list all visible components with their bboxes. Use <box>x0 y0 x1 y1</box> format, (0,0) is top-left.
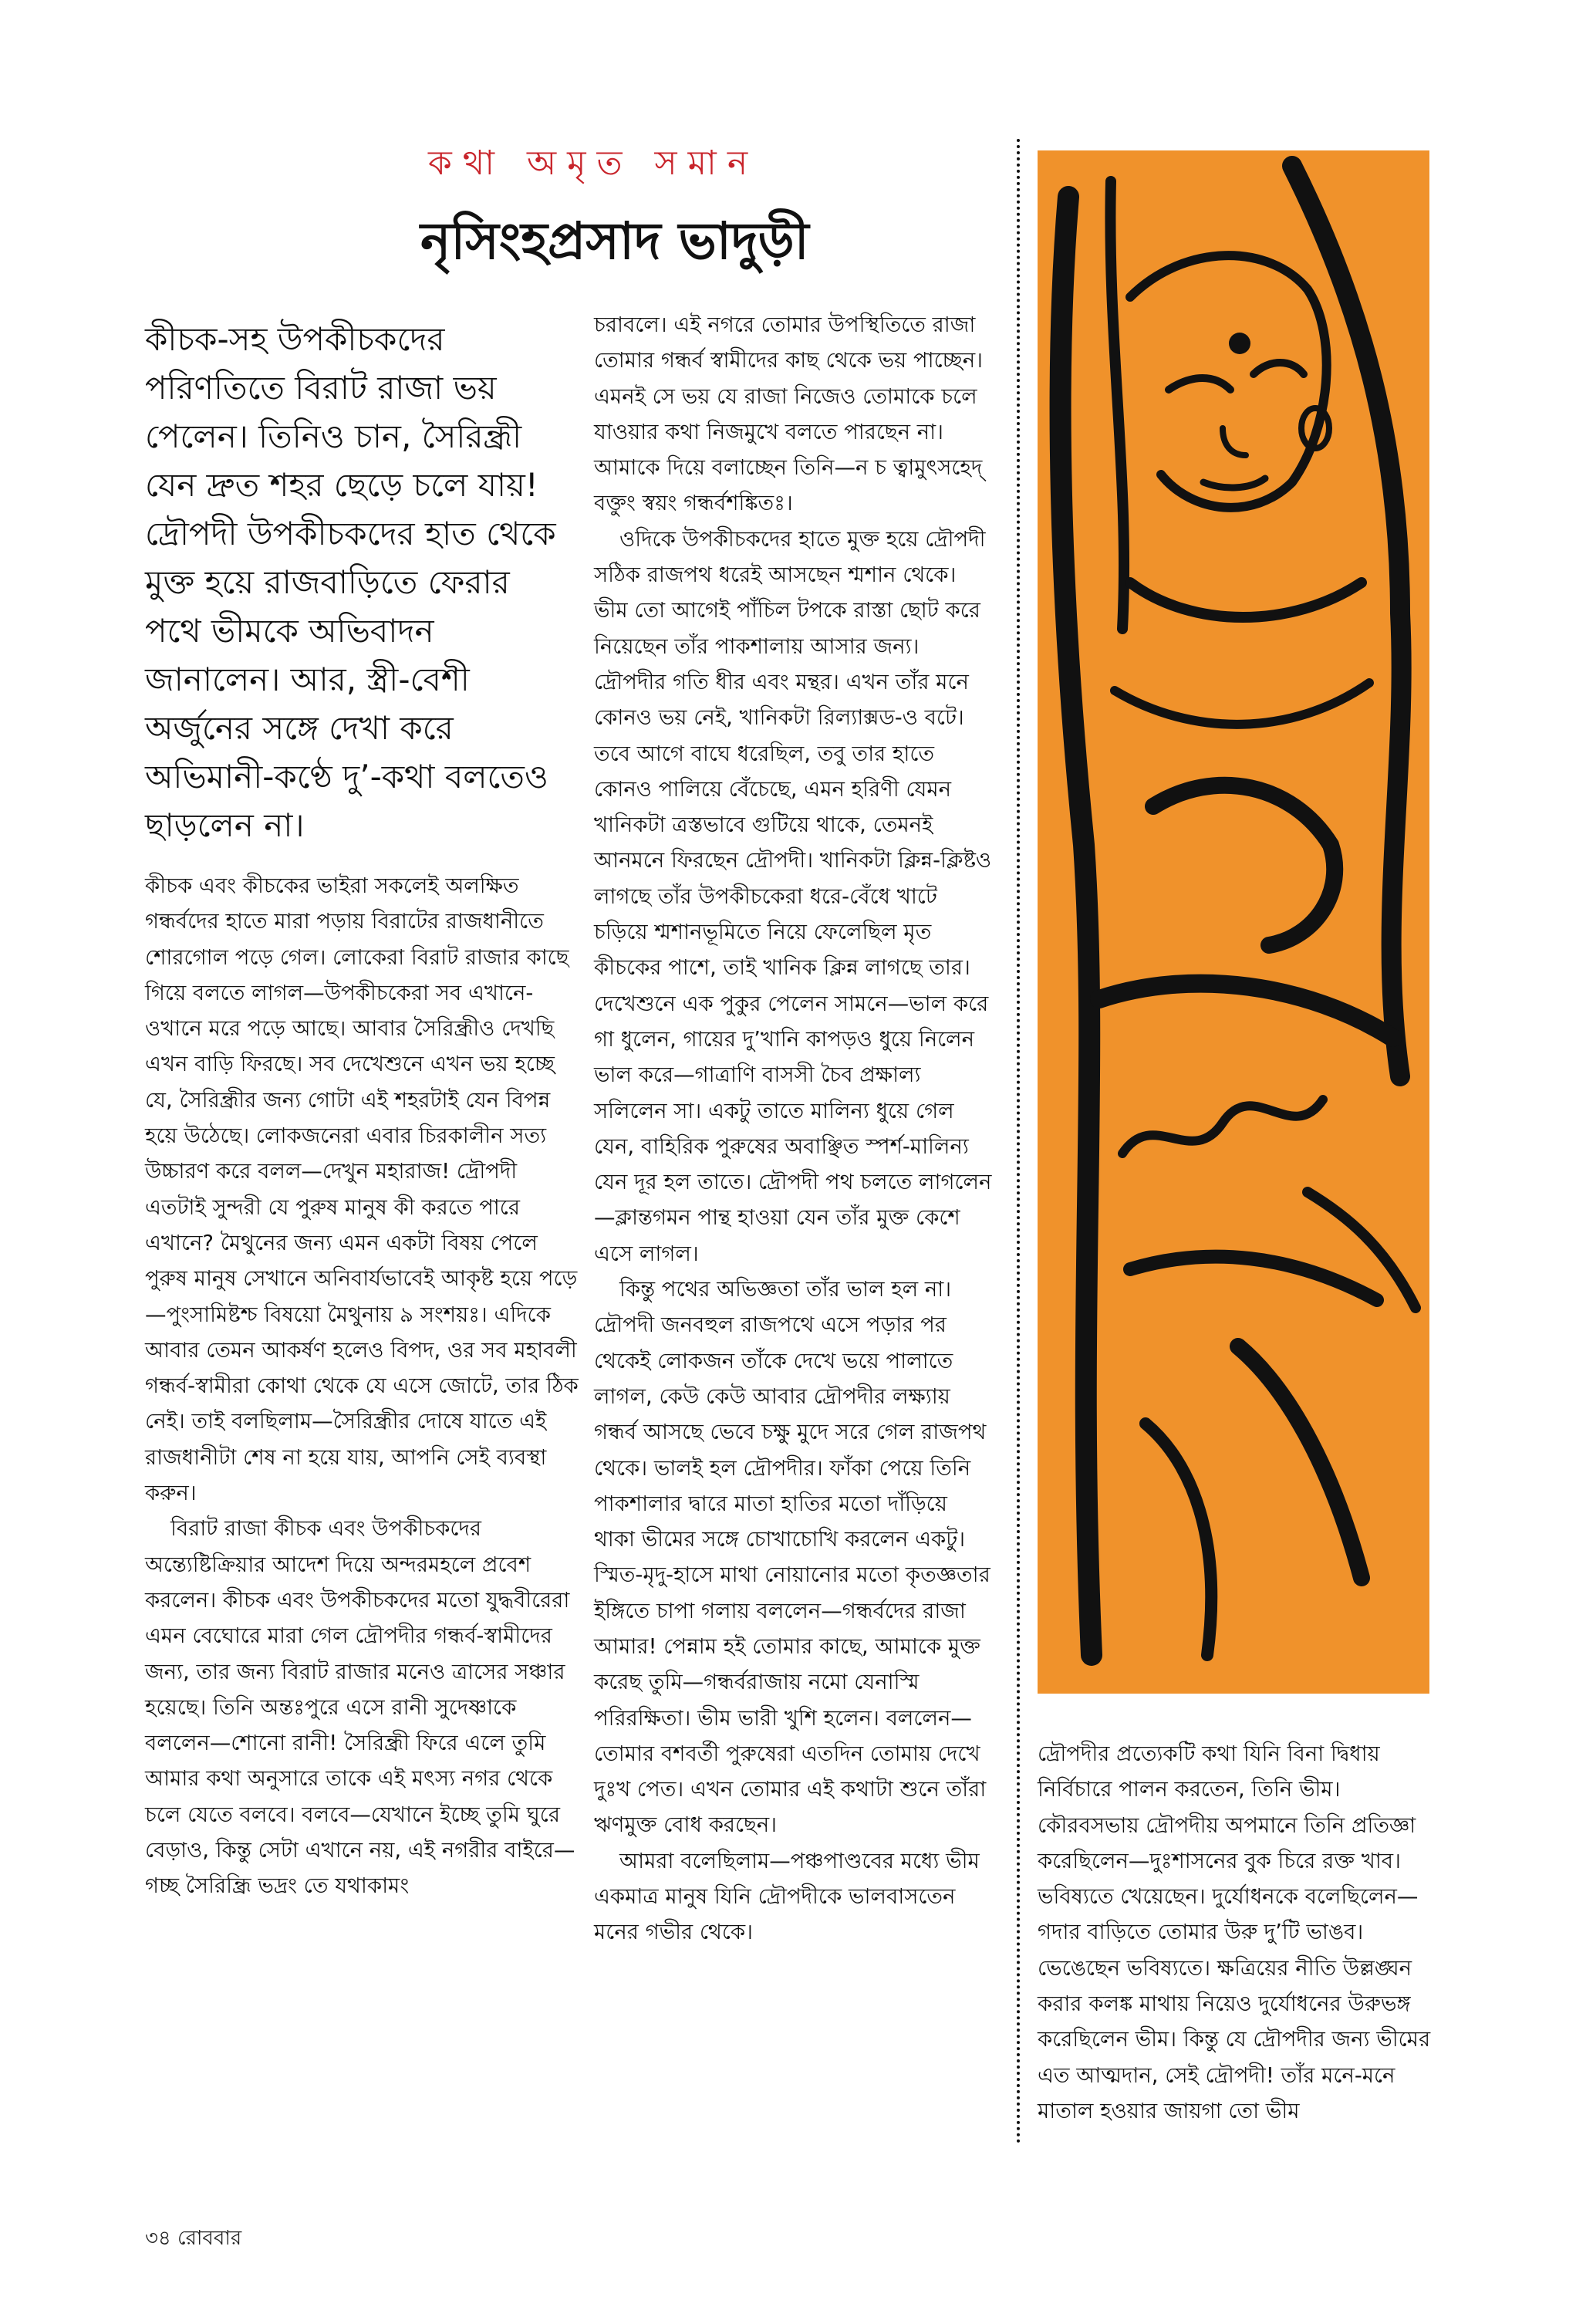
intro-standfirst: কীচক-সহ উপকীচকদের পরিণতিতে বিরাট রাজা ভয় পেলেন। তিনিও চান, সৈরিন্ধ্রী যেন দ্রুত শহর ছেড়ে চলে যায়! দ্রৌপদী উপকীচকদের হাত থেকে মুক্ত হয়ে রাজবাড়িতে ফেরার পথে ভীমকে অভিবাদন জানালেন। আর, স্ত্রী-বেশী অর্জুনের সঙ্গে দেখা করে অভিমানী-কণ্ঠে দু’-কথা বলতেও ছাড়লেন না। <box>145 320 556 844</box>
body-column-1 <box>145 868 583 1904</box>
paragraph: কিন্তু পথের অভিজ্ঞতা তাঁর ভাল হল না। দ্রৌপদী জনবহুল রাজপথে এসে পড়ার পর থেকেই লোকজন তাঁকে দেখে ভয়ে পালাতে লাগল, কেউ কেউ আবার দ্রৌপদীর লক্ষ্যায় গন্ধর্ব আসছে ভেবে চক্ষু মুদে সরে গেল রাজপথ থেকে। ভালই হল দ্রৌপদীর। ফাঁকা পেয়ে তিনি পাকশালার দ্বারে মাতা হাতির মতো দাঁড়িয়ে থাকা ভীমের সঙ্গে চোখাচোখি করলেন একটু। স্মিত-মৃদু-হাসে মাথা নোয়ানোর মতো কৃতজ্ঞতার ইঙ্গিতে চাপা গলায় বললেন—গন্ধর্বদের রাজা আমার! পেন্নাম হই তোমার কাছে, আমাকে মুক্ত করেছ তুমি—গন্ধর্বরাজায় নমো যেনাস্মি পরিরক্ষিতা। ভীম ভারী খুশি হলেন। বললেন—তোমার বশবর্তী পুরুষেরা এতদিন তোমায় দেখে দুঃখ পেত। এখন তোমার এই কথাটা শুনে তাঁরা ঋণমুক্ত বোধ করছেন। <box>594 1277 990 1838</box>
column-divider <box>1017 139 1020 2145</box>
series-title: কথা অমৃত সমান <box>428 144 759 183</box>
paragraph: বিরাট রাজা কীচক এবং উপকীচকদের অন্ত্যেষ্টিক্রিয়ার আদেশ দিয়ে অন্দরমহলে প্রবেশ করলেন। কীচক এবং উপকীচকদের মতো যুদ্ধবীরেরা এমন বেঘোরে মারা গেল দ্রৌপদীর গন্ধর্ব-স্বামীদের জন্য, তার জন্য বিরাট রাজার মনেও ত্রাসের সঞ্চার হয়েছে। তিনি অন্তঃপুরে এসে রানী সুদেষ্ণাকে বললেন—শোনো রানী! সৈরিন্ধ্রী ফিরে এলে তুমি আমার কথা অনুসারে তাকে এই মৎস্য নগর থেকে চলে যেতে বলবে। বলবে—যেখানে ইচ্ছে তুমি ঘুরে বেড়াও, কিন্তু সেটা এখানে নয়, এই নগরীর বাইরে—গচ্ছ সৈরিন্ধ্রি ভদ্রং তে যথাকামং <box>145 1516 575 1899</box>
page-number: ৩৪ <box>145 2227 171 2250</box>
paragraph: আমরা বলেছিলাম—পঞ্চপাণ্ডবের মধ্যে ভীম একমাত্র মানুষ যিনি দ্রৌপদীকে ভালবাসতেন মনের গভীর থেকে। <box>594 1848 980 1945</box>
body-column-2 <box>594 307 994 1951</box>
paragraph: চরাবলে। এই নগরে তোমার উপস্থিতিতে রাজা তোমার গন্ধর্ব স্বামীদের কাছ থেকে ভয় পাচ্ছেন। এমনই সে ভয় যে রাজা নিজেও তোমাকে চলে যাওয়ার কথা নিজমুখে বলতে পারছেন না। আমাকে দিয়ে বলাচ্ছেন তিনি—ন চ ত্বামুৎসহেদ্ বক্তুং স্বয়ং গন্ধর্বশঙ্কিতঃ। <box>594 312 983 516</box>
paragraph: কীচক এবং কীচকের ভাইরা সকলেই অলক্ষিত গন্ধর্বদের হাতে মারা পড়ায় বিরাটের রাজধানীতে শোরগোল পড়ে গেল। লোকেরা বিরাট রাজার কাছে গিয়ে বলতে লাগল—উপকীচকেরা সব এখানে-ওখানে মরে পড়ে আছে। আবার সৈরিন্ধ্রীও দেখছি এখন বাড়ি ফিরছে। সব দেখেশুনে এখন ভয় হচ্ছে যে, সৈরিন্ধ্রীর জন্য গোটা এই শহরটাই যেন বিপন্ন হয়ে উঠেছে। লোকজনেরা এবার চিরকালীন সত্য উচ্চারণ করে বলল—দেখুন মহারাজ! দ্রৌপদী এতটাই সুন্দরী যে পুরুষ মানুষ কী করতে পারে এখানে? মৈথুনের জন্য এমন একটা বিষয় পেলে পুরুষ মানুষ সেখানে অনিবার্যভাবেই আকৃষ্ট হয়ে পড়ে—পুংসামিষ্টশ্চ বিষয়ো মৈথুনায় ৯ সংশয়ঃ। এদিকে আবার তেমন আকর্ষণ হলেও বিপদ, ওর সব মহাবলী গন্ধর্ব-স্বামীরা কোথা থেকে যে এসে জোটে, তার ঠিক নেই। তাই বলছিলাম—সৈরিন্ধ্রীর দোষে যাতে এই রাজধানীটা শেষ না হয়ে যায়, আপনি সেই ব্যবস্থা করুন। <box>145 873 579 1506</box>
draupadi-illustration <box>1038 150 1429 1694</box>
page-footer <box>145 2222 241 2256</box>
author-name: নৃসিংহপ্রসাদ ভাদুড়ী <box>420 211 809 271</box>
paragraph: দ্রৌপদীর প্রত্যেকটি কথা যিনি বিনা দ্বিধায় নির্বিচারে পালন করতেন, তিনি ভীম। কৌরবসভায় দ্রৌপদীয় অপমানে তিনি প্রতিজ্ঞা করেছিলেন—দুঃশাসনের বুক চিরে রক্ত খাব। ভবিষ্যতে খেয়েছেন। দুর্যোধনকে বলেছিলেন—গদার বাড়িতে তোমার উরু দু’টি ভাঙব। ভেঙেছেন ভবিষ্যতে। ক্ষত্রিয়ের নীতি উল্লঙ্ঘন করার কলঙ্ক মাথায় নিয়েও দুর্যোধনের উরুভঙ্গ করেছিলেন ভীম। কিন্তু যে দ্রৌপদীর জন্য ভীমের এত আত্মদান, সেই দ্রৌপদী! তাঁর মনে-মনে মাতাল হওয়ার জায়গা তো ভীম <box>1038 1741 1431 2123</box>
body-column-3 <box>1038 1736 1439 2129</box>
bindi-mark <box>1229 333 1250 354</box>
magazine-name: রোববার <box>177 2227 242 2250</box>
paragraph: ওদিকে উপকীচকদের হাতে মুক্ত হয়ে দ্রৌপদী সঠিক রাজপথ ধরেই আসছেন শ্মশান থেকে। ভীম তো আগেই পাঁচিল টপকে রাস্তা ছোট করে নিয়েছেন তাঁর পাকশালায় আসার জন্য। দ্রৌপদীর গতি ধীর এবং মন্থর। এখন তাঁর মনে কোনও ভয় নেই, খানিকটা রিল্যাক্সড-ও বটে। তবে আগে বাঘে ধরেছিল, তবু তার হাতে কোনও পালিয়ে বেঁচেছে, এমন হরিণী যেমন খানিকটা ত্রস্তভাবে গুটিয়ে থাকে, তেমনই আনমনে ফিরছেন দ্রৌপদী। খানিকটা ক্লিন্ন-ক্লিষ্টও লাগছে তাঁর উপকীচকেরা ধরে-বেঁধে খাটে চড়িয়ে শ্মশানভূমিতে নিয়ে ফেলেছিল মৃত কীচকের পাশে, তাই খানিক ক্লিন্ন লাগছে তার। দেখেশুনে এক পুকুর পেলেন সামনে—ভাল করে গা ধুলেন, গায়ের দু’খানি কাপড়ও ধুয়ে নিলেন ভাল করে—গাত্রাণি বাসসী চৈব প্রক্ষাল্য সলিলেন সা। একটু তাতে মালিন্য ধুয়ে গেল যেন, বাহিরিক পুরুষের অবাঞ্ছিত স্পর্শ-মালিন্য যেন দূর হল তাতে। দ্রৌপদী পথ চলতে লাগলেন—ক্লান্তগমন পান্থ হাওয়া যেন তাঁর মুক্ত কেশে এসে লাগল। <box>594 526 992 1266</box>
